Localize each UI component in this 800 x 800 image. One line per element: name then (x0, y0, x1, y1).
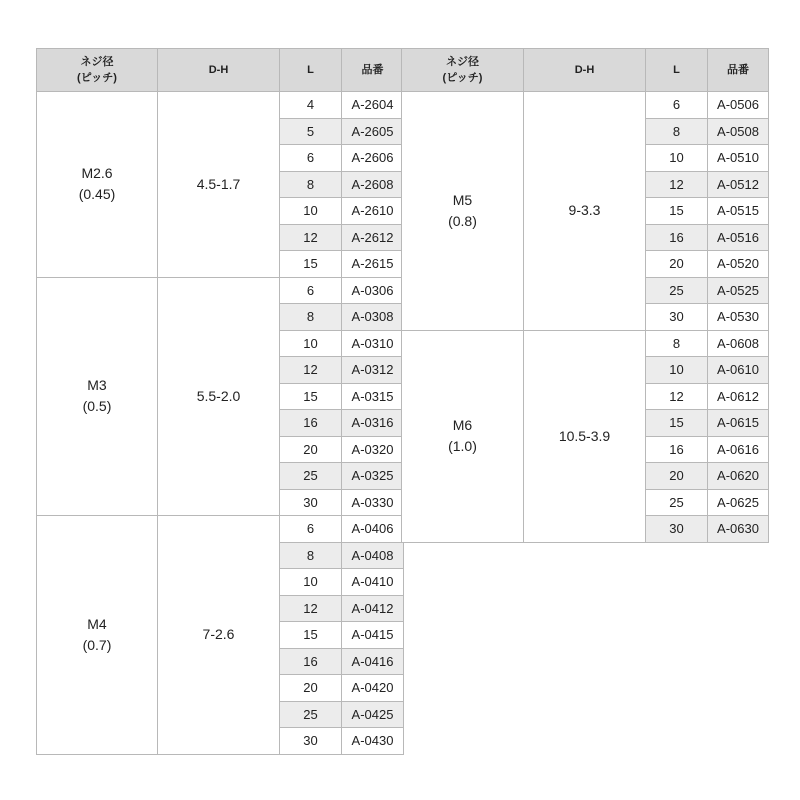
thread-size-cell (402, 330, 524, 542)
length-cell: 10 (280, 330, 342, 357)
header-part-number: 品番 (342, 49, 404, 92)
part-number-cell: A-0310 (342, 330, 404, 357)
thread-size: M5 (452, 191, 473, 208)
length-cell: 10 (280, 569, 342, 596)
length-cell: 15 (280, 251, 342, 278)
header-thread-size-label: ネジ径 (446, 56, 479, 68)
part-number-cell: A-0525 (708, 277, 769, 304)
header-row (37, 49, 404, 92)
header-dh: D-H (524, 49, 646, 92)
part-number-cell: A-2615 (342, 251, 404, 278)
length-cell: 12 (646, 171, 708, 198)
header-pitch-label: (ピッチ) (442, 72, 483, 84)
part-number-cell: A-0415 (342, 622, 404, 649)
table-row (37, 92, 404, 119)
thread-size-cell (37, 516, 158, 755)
header-thread-size (402, 49, 524, 92)
header-row (402, 49, 769, 92)
spec-table-right (401, 48, 769, 543)
length-cell: 30 (646, 304, 708, 331)
part-number-cell: A-0306 (342, 277, 404, 304)
part-number-cell: A-0320 (342, 436, 404, 463)
length-cell: 4 (280, 92, 342, 119)
length-cell: 20 (280, 436, 342, 463)
header-pitch-label: (ピッチ) (77, 72, 117, 84)
part-number-cell: A-0315 (342, 383, 404, 410)
header-part-number: 品番 (708, 49, 769, 92)
part-number-cell: A-0406 (342, 516, 404, 543)
length-cell: 12 (646, 383, 708, 410)
length-cell: 12 (280, 357, 342, 384)
part-number-cell: A-0516 (708, 224, 769, 251)
length-cell: 15 (646, 410, 708, 437)
length-cell: 25 (280, 463, 342, 490)
length-cell: 8 (646, 330, 708, 357)
part-number-cell: A-0612 (708, 383, 769, 410)
length-cell: 30 (280, 728, 342, 755)
part-number-cell: A-2605 (342, 118, 404, 145)
part-number-cell: A-0430 (342, 728, 404, 755)
dh-cell: 10.5-3.9 (524, 330, 646, 542)
part-number-cell: A-0616 (708, 436, 769, 463)
length-cell: 15 (646, 198, 708, 225)
header-length: L (646, 49, 708, 92)
table-row (402, 330, 769, 357)
length-cell: 6 (280, 277, 342, 304)
table-row (402, 92, 769, 119)
length-cell: 20 (280, 675, 342, 702)
length-cell: 6 (646, 92, 708, 119)
part-number-cell: A-0610 (708, 357, 769, 384)
thread-size: M3 (87, 377, 107, 394)
length-cell: 8 (280, 171, 342, 198)
length-cell: 16 (646, 436, 708, 463)
thread-pitch: (1.0) (448, 438, 477, 454)
header-thread-size (37, 49, 158, 92)
dh-cell: 7-2.6 (158, 516, 280, 755)
part-number-cell: A-2612 (342, 224, 404, 251)
header-length: L (280, 49, 342, 92)
thread-size-cell (402, 92, 524, 331)
part-number-cell: A-2606 (342, 145, 404, 172)
part-number-cell: A-0625 (708, 489, 769, 516)
part-number-cell: A-0508 (708, 118, 769, 145)
length-cell: 8 (646, 118, 708, 145)
part-number-cell: A-0412 (342, 595, 404, 622)
length-cell: 8 (280, 304, 342, 331)
part-number-cell: A-0506 (708, 92, 769, 119)
part-number-cell: A-0308 (342, 304, 404, 331)
length-cell: 8 (280, 542, 342, 569)
part-number-cell: A-0630 (708, 516, 769, 543)
part-number-cell: A-0608 (708, 330, 769, 357)
length-cell: 15 (280, 383, 342, 410)
length-cell: 5 (280, 118, 342, 145)
dh-cell: 5.5-2.0 (158, 277, 280, 516)
table-row (37, 277, 404, 304)
part-number-cell: A-0408 (342, 542, 404, 569)
length-cell: 10 (646, 357, 708, 384)
thread-pitch: (0.8) (448, 212, 477, 229)
thread-size: M6 (452, 417, 473, 433)
header-dh: D-H (158, 49, 280, 92)
dh-cell: 4.5-1.7 (158, 92, 280, 278)
length-cell: 30 (646, 516, 708, 543)
part-number-cell: A-0312 (342, 357, 404, 384)
length-cell: 16 (280, 648, 342, 675)
length-cell: 6 (280, 145, 342, 172)
part-number-cell: A-2608 (342, 171, 404, 198)
part-number-cell: A-0530 (708, 304, 769, 331)
spec-table-left (36, 48, 404, 755)
part-number-cell: A-0316 (342, 410, 404, 437)
length-cell: 10 (646, 145, 708, 172)
part-number-cell: A-0420 (342, 675, 404, 702)
length-cell: 6 (280, 516, 342, 543)
part-number-cell: A-0416 (342, 648, 404, 675)
thread-size: M2.6 (81, 165, 113, 182)
length-cell: 10 (280, 198, 342, 225)
thread-size-cell (37, 277, 158, 516)
length-cell: 25 (646, 277, 708, 304)
length-cell: 20 (646, 251, 708, 278)
part-number-cell: A-0425 (342, 701, 404, 728)
part-number-cell: A-2604 (342, 92, 404, 119)
length-cell: 20 (646, 463, 708, 490)
length-cell: 25 (646, 489, 708, 516)
header-thread-size-label: ネジ径 (80, 56, 114, 68)
part-number-cell: A-0615 (708, 410, 769, 437)
table-row (37, 516, 404, 543)
length-cell: 16 (280, 410, 342, 437)
thread-pitch: (0.7) (82, 636, 112, 653)
length-cell: 30 (280, 489, 342, 516)
thread-pitch: (0.5) (82, 398, 112, 415)
part-number-cell: A-0410 (342, 569, 404, 596)
length-cell: 15 (280, 622, 342, 649)
part-number-cell: A-0520 (708, 251, 769, 278)
part-number-cell: A-0330 (342, 489, 404, 516)
part-number-cell: A-0515 (708, 198, 769, 225)
part-number-cell: A-2610 (342, 198, 404, 225)
thread-size: M4 (87, 615, 107, 632)
length-cell: 16 (646, 224, 708, 251)
length-cell: 25 (280, 701, 342, 728)
part-number-cell: A-0510 (708, 145, 769, 172)
part-number-cell: A-0620 (708, 463, 769, 490)
length-cell: 12 (280, 595, 342, 622)
dh-cell: 9-3.3 (524, 92, 646, 331)
part-number-cell: A-0325 (342, 463, 404, 490)
thread-size-cell (37, 92, 158, 278)
length-cell: 12 (280, 224, 342, 251)
part-number-cell: A-0512 (708, 171, 769, 198)
thread-pitch: (0.45) (78, 186, 116, 203)
